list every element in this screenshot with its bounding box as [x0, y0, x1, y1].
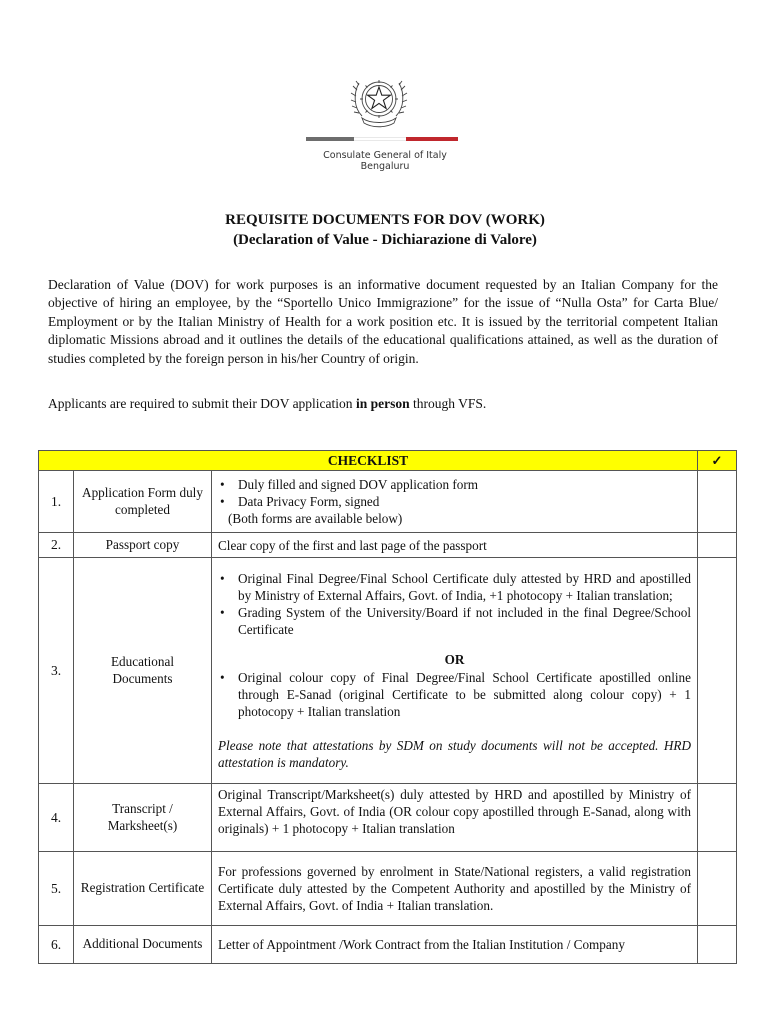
- row-label: Transcript / Marksheet(s): [74, 784, 212, 852]
- checklist-row: [39, 533, 737, 558]
- check-cell[interactable]: [698, 558, 737, 784]
- row-description: [212, 471, 698, 533]
- checklist-row: [39, 784, 737, 852]
- applicants-paragraph: [48, 395, 718, 413]
- list-item: • Original Final Degree/Final School Certificate duly attested by HRD and apostilled by Ministry of External Affairs, Govt. of India, +1 photocopy + Italian translation;: [238, 570, 691, 604]
- row-number: 1.: [39, 471, 74, 533]
- consulate-name: Consulate General of Italy: [323, 150, 447, 161]
- checkmark-icon: ✓: [698, 451, 737, 471]
- row-number: 3.: [39, 558, 74, 784]
- list-item: • Data Privacy Form, signed: [238, 493, 691, 510]
- check-cell[interactable]: [698, 852, 737, 926]
- checklist-row: [39, 471, 737, 533]
- bullet-list: [218, 476, 691, 510]
- row-label: Educational Documents: [74, 558, 212, 784]
- row-number: 5.: [39, 852, 74, 926]
- row-label: Application Form duly completed: [74, 471, 212, 533]
- intro-paragraph: Declaration of Value (DOV) for work purposes is an informative document requested by an Italian Company for the objective of hiring an employee, by the “Sportello Unico Immigrazione” for the issue of “Nulla Osta” for Carta Blue/ Employment or by the Italian Ministry of Health for a work position etc. It is issued by the territorial competent Italian diplomatic Missions abroad and it outlines the details of the educational qualifications attained, as well as the duration of studies completed by the foreign person in his/her Country of origin.: [48, 277, 718, 366]
- check-cell[interactable]: [698, 926, 737, 964]
- applicants-text-end: through VFS.: [409, 396, 487, 411]
- bullet-list: [218, 669, 691, 720]
- row-label: Registration Certificate: [74, 852, 212, 926]
- row-number: 6.: [39, 926, 74, 964]
- checklist-table: [38, 450, 737, 964]
- row-description: Clear copy of the first and last page of the passport: [212, 533, 698, 558]
- list-item: • Grading System of the University/Board if not included in the final Degree/School Certificate: [238, 604, 691, 638]
- flag-bar-gray: [306, 137, 354, 141]
- document-subtitle: (Declaration of Value - Dichiarazione di Valore): [233, 232, 537, 248]
- bullet-list: [218, 570, 691, 638]
- row-number: 2.: [39, 533, 74, 558]
- or-separator: OR: [444, 652, 465, 667]
- check-cell[interactable]: [698, 471, 737, 533]
- list-item: • Duly filled and signed DOV application form: [238, 476, 691, 493]
- check-cell[interactable]: [698, 784, 737, 852]
- row-number: 4.: [39, 784, 74, 852]
- row-description: Original Transcript/Marksheet(s) duly attested by HRD and apostilled by Ministry of External Affairs, Govt. of India (OR colour copy apostilled through E-Sanad, along with originals) + 1 photocopy + Italian translation: [212, 784, 698, 852]
- checklist-header-row: [39, 451, 737, 471]
- row-note: (Both forms are available below): [228, 511, 403, 526]
- row-description: Letter of Appointment /Work Contract from the Italian Institution / Company: [212, 926, 698, 964]
- applicants-emphasis: in person: [355, 396, 410, 411]
- consulate-city: Bengaluru: [360, 161, 410, 172]
- italian-republic-emblem-icon: [348, 66, 410, 132]
- row-label: Additional Documents: [74, 926, 212, 964]
- row-description: [212, 558, 698, 784]
- flag-bar-white: [354, 137, 406, 141]
- checklist-row: [39, 852, 737, 926]
- document-title: REQUISITE DOCUMENTS FOR DOV (WORK): [225, 212, 545, 228]
- list-item: • Original colour copy of Final Degree/Final School Certificate apostilled online through E-Sanad (original Certificate to be submitted along colour copy) + 1 photocopy + Italian translation: [238, 669, 691, 720]
- flag-bar-red: [406, 137, 458, 141]
- checklist-row: [39, 558, 737, 784]
- applicants-text: Applicants are required to submit their DOV application: [48, 396, 356, 411]
- checklist-header: CHECKLIST: [39, 451, 698, 471]
- checklist-row: [39, 926, 737, 964]
- check-cell[interactable]: [698, 533, 737, 558]
- row-note: Please note that attestations by SDM on study documents will not be accepted. HRD attestation is mandatory.: [218, 738, 691, 770]
- row-label: Passport copy: [74, 533, 212, 558]
- row-description: For professions governed by enrolment in State/National registers, a valid registration Certificate duly attested by the Competent Authority and apostilled by the Ministry of External Affairs, Govt. of India + Italian translation.: [212, 852, 698, 926]
